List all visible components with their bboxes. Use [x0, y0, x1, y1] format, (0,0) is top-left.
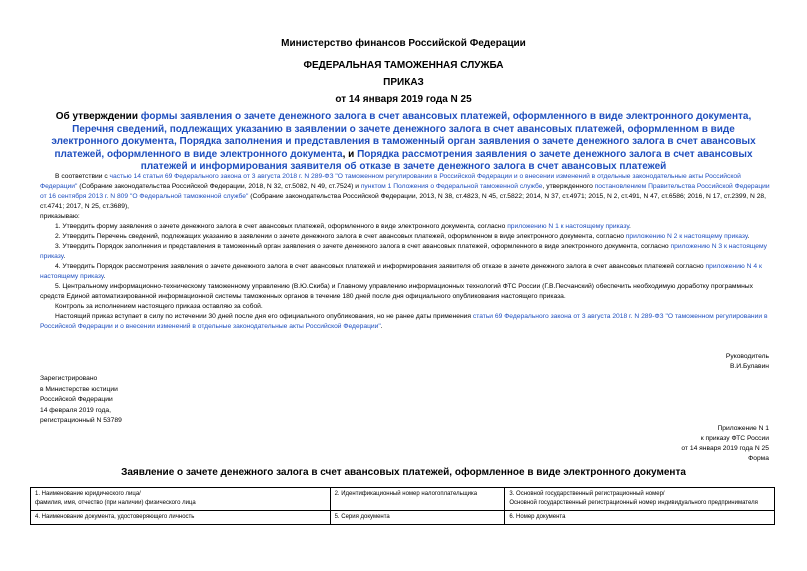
service-name: ФЕДЕРАЛЬНАЯ ТАМОЖЕННАЯ СЛУЖБА [303, 60, 504, 71]
table-row [31, 488, 775, 511]
form-cell-inn: 2. Идентификационный номер налогоплательщика [330, 488, 505, 511]
doc-date: от 14 января 2019 года N 25 [335, 94, 472, 105]
form-title: Заявление о зачете денежного залога в счет авансовых платежей, оформленное в виде электронного документа [121, 467, 686, 478]
preamble [40, 172, 770, 332]
signature-block [726, 352, 769, 372]
paragraph-effective: Настоящий приказ вступает в силу по истечении 30 дней после дня его официального опубликования, но не ранее даты применения статьи 69 Федерального закона от 3 августа 2018 г. N 289-ФЗ "О таможенном регулировании в Российской Федерации и о внесении изменений в отдельные законодательные акты Российской Федерации". [40, 313, 768, 330]
link-law-289[interactable]: частью 14 статьи 69 Федерального закона от 3 августа 2018 г. N 289-ФЗ "О таможенном регулировании в Российской Федерации и о внесении изменений в отдельные законодательные акты Российской Федерации" [40, 173, 741, 190]
paragraph-item-4: 4. Утвердить Порядок рассмотрения заявления о зачете денежного залога в счет авансовых платежей и информирования заявителя об отказе в зачете денежного залога в счет авансовых платежей согласно приложению N 4 к настоящему приказу. [40, 263, 762, 280]
link-appendix-3[interactable]: приложению N 3 к настоящему приказу [40, 243, 767, 260]
paragraph-order: приказываю: [40, 213, 80, 220]
doc-type: ПРИКАЗ [383, 77, 424, 88]
title-link-procedure[interactable]: Порядка рассмотрения заявления о зачете денежного залога в счет авансовых платежей и информирования заявителя об отказе в зачете денежного залога в счет авансовых платежей [140, 148, 753, 172]
appendix-header: Приложение N 1 к приказу ФТС России от 14 января 2019 года N 25 Форма [681, 425, 769, 462]
link-appendix-1[interactable]: приложению N 1 к настоящему приказу [507, 223, 629, 230]
form-cell-doc-series: 5. Серия документа [330, 511, 505, 525]
signature-name: В.И.Булавин [729, 363, 769, 370]
form-cell-doc-number: 6. Номер документа [505, 511, 775, 525]
form-cell-id-document: 4. Наименование документа, удостоверяющего личность [31, 511, 331, 525]
form-cell-ogrn: 3. Основной государственный регистрационный номер/ Основной государственный регистрационный номер индивидуального предпринимателя [505, 488, 775, 511]
form-cell-applicant-name: 1. Наименование юридического лица/ фамилия, имя, отчество (при наличии) физического лица [31, 488, 331, 511]
form-table [30, 487, 775, 525]
paragraph-basis: В соответствии с частью 14 статьи 69 Федерального закона от 3 августа 2018 г. N 289-ФЗ "О таможенном регулировании в Российской Федерации и о внесении изменений в отдельные законодательные акты Российской Федерации" (Собрание законодательства Российской Федерации, 2018, N 32, ст.5082, N 49, ст.7524) и пунктом 1 Положения о Федеральной таможенной службе, утвержденного постановлением Правительства Российской Федерации от 16 сентября 2013 г. N 809 "О Федеральной таможенной службе" (Собрание законодательства Российской Федерации, 2013, N 38, ст.4823, N 45, ст.5822; 2014, N 37, ст.4971; 2015, N 2, ст.491, N 47, ст.6586; 2016, N 17, ст.2399, N 28, ст.4741; 2017, N 25, ст.3689), [40, 173, 770, 210]
link-fts-regulation[interactable]: пунктом 1 Положения о Федеральной таможенной службе [360, 183, 543, 190]
paragraph-item-3: 3. Утвердить Порядок заполнения и представления в таможенный орган заявления о зачете денежного залога в счет авансовых платежей, оформленного в виде электронного документа, согласно приложению N 3 к настоящему приказу. [40, 243, 767, 260]
paragraph-item-5: 5. Центральному информационно-техническому таможенному управлению (В.Ю.Скиба) и Главному управлению информационных технологий ФТС России (Г.В.Песчанский) обеспечить необходимую доработку программных средств Единой автоматизированной информационной системы таможенных органов в течение 180 дней после дня официального опубликования настоящего приказа. [40, 283, 753, 300]
table-row [31, 511, 775, 525]
title-link-forms[interactable]: формы заявления о зачете денежного залога в счет авансовых платежей, оформленного в виде электронного документа, Перечня сведений, подлежащих указанию в заявлении о зачете денежного залога в счет авансовых платежей, оформленном в виде электронного документа, Порядка заполнения и представления в таможенный орган заявления о зачете денежного залога в счет авансовых платежей, оформленного в виде электронного документа [51, 111, 756, 160]
registration-block: Зарегистрировано в Министерстве юстиции Российской Федерации 14 февраля 2019 года, регистрационный N 53789 [40, 375, 122, 424]
paragraph-item-1: 1. Утвердить форму заявления о зачете денежного залога в счет авансовых платежей, оформленного в виде электронного документа, согласно приложению N 1 к настоящему приказу. [55, 223, 631, 230]
paragraph-item-2: 2. Утвердить Перечень сведений, подлежащих указанию в заявлении о зачете денежного залога в счет авансовых платежей, оформленном в виде электронного документа, согласно приложению N 2 к настоящему приказу. [55, 233, 750, 240]
link-government-decree[interactable]: постановлением Правительства Российской Федерации от 16 сентября 2013 г. N 809 "О Федеральной таможенной службе" [40, 183, 770, 200]
link-appendix-4[interactable]: приложению N 4 к настоящему приказу [40, 263, 762, 280]
doc-title [40, 111, 767, 174]
title-conj: , и [342, 148, 358, 160]
paragraph-control: Контроль за исполнением настоящего приказа оставляю за собой. [55, 303, 263, 310]
signature-role: Руководитель [725, 353, 769, 360]
ministry-name: Министерство финансов Российской Федерации [281, 38, 526, 49]
link-appendix-2[interactable]: приложению N 2 к настоящему приказу [625, 233, 748, 240]
title-prefix: Об утверждении [55, 111, 141, 122]
link-article-69[interactable]: статьи 69 Федерального закона от 3 августа 2018 г. N 289-ФЗ "О таможенном регулировании в Российской Федерации и о внесении изменений в отдельные законодательные акты Российской Федерации" [40, 313, 768, 330]
